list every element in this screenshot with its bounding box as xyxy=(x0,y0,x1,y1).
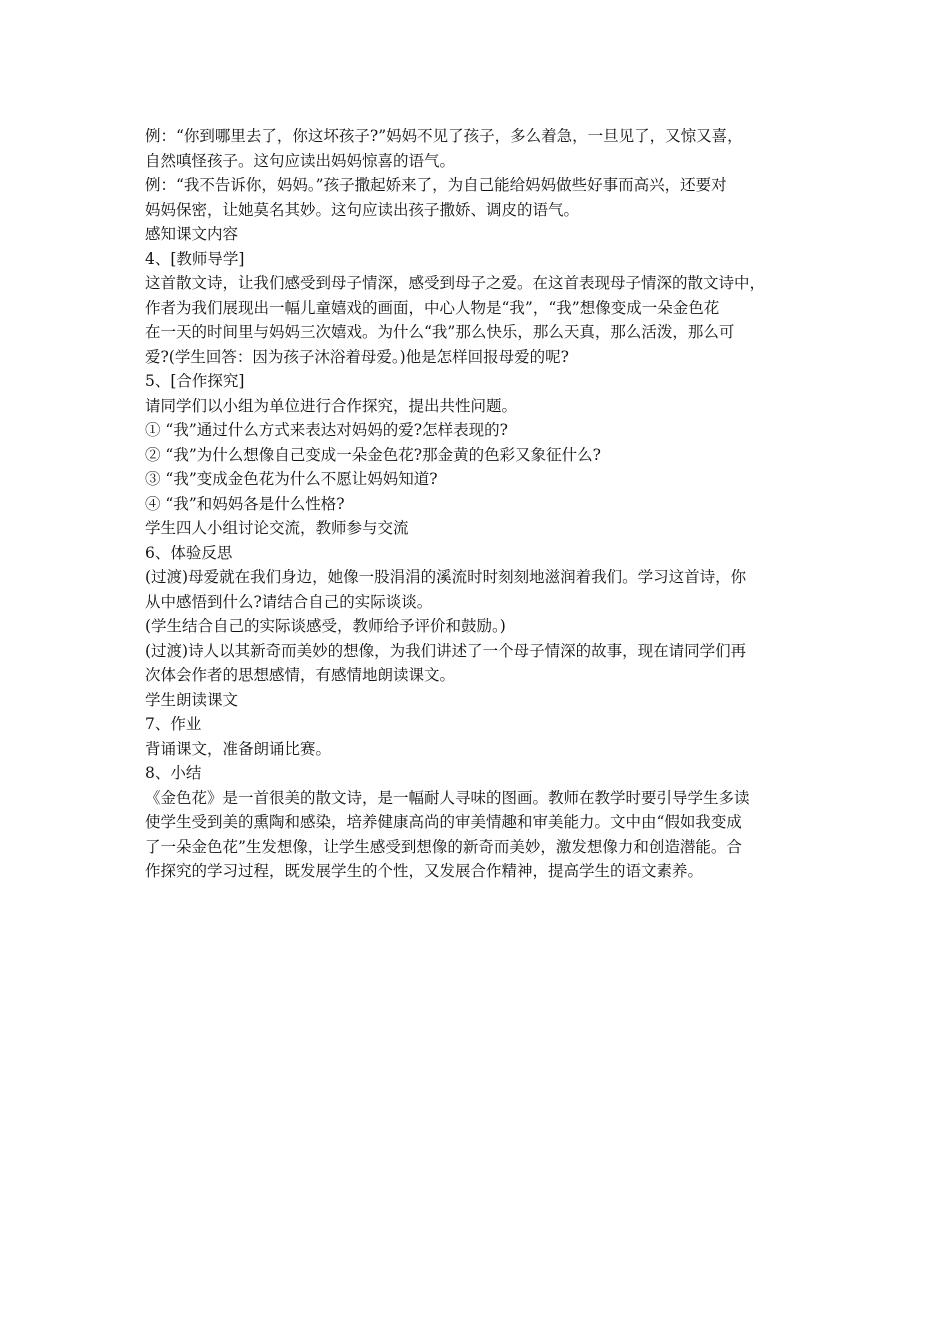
text-line: 学生四人小组讨论交流，教师参与交流 xyxy=(145,519,409,537)
text-line: 作者为我们展现出一幅儿童嬉戏的画面，中心人物是“我”，“我”想像变成一朵金色花 xyxy=(145,298,720,317)
document-body xyxy=(145,124,813,884)
text-line: 从中感悟到什么?请结合自己的实际谈谈。 xyxy=(145,592,433,611)
text-line: 作探究的学习过程，既发展学生的个性，又发展合作精神，提高学生的语文素养。 xyxy=(145,862,704,880)
text-line: (过渡)母爱就在我们身边，她像一股涓涓的溪流时时刻刻地滋润着我们。学习这首诗，你 xyxy=(145,568,747,586)
question-item: ② “我”为什么想像自己变成一朵金色花?那金黄的色彩又象征什么? xyxy=(145,445,601,464)
text-line: 请同学们以小组为单位进行合作探究，提出共性问题。 xyxy=(145,396,518,415)
text-line: 了一朵金色花”生发想像，让学生感受到想像的新奇而美妙，激发想像力和创造潜能。合 xyxy=(145,837,742,856)
text-line: 在一天的时间里与妈妈三次嬉戏。为什么“我”那么快乐，那么天真，那么活泼，那么可 xyxy=(145,323,735,341)
section-heading: 8、小结 xyxy=(145,764,202,782)
section-heading: 6、体验反思 xyxy=(145,543,233,562)
text-line: 妈妈保密，让她莫名其妙。这句应读出孩子撒娇、调皮的语气。 xyxy=(145,200,580,219)
question-item: ① “我”通过什么方式来表达对妈妈的爱?怎样表现的? xyxy=(145,421,508,439)
text-line: (过渡)诗人以其新奇而美妙的想像，为我们讲述了一个母子情深的故事，现在请同学们再 xyxy=(145,641,747,660)
text-line: (学生结合自己的实际谈感受，教师给予评价和鼓励。) xyxy=(145,617,506,635)
section-heading: 5、[合作探究] xyxy=(145,372,245,390)
question-item: ④ “我”和妈妈各是什么性格? xyxy=(145,494,345,513)
text-line: 次体会作者的思想感情，有感情地朗读课文。 xyxy=(145,666,456,684)
text-line: 例：“你到哪里去了，你这坏孩子?”妈妈不见了孩子，多么着急，一旦见了，又惊又喜， xyxy=(145,127,743,145)
text-line: 爱?(学生回答：因为孩子沐浴着母爱。)他是怎样回报母爱的呢? xyxy=(145,347,569,366)
section-heading: 4、[教师导学] xyxy=(145,249,245,268)
text-line: 例：“我不告诉你，妈妈。”孩子撒起娇来了，为自己能给妈妈做些好事而高兴，还要对 xyxy=(145,176,727,194)
question-item: ③ “我”变成金色花为什么不愿让妈妈知道? xyxy=(145,470,438,488)
text-line: 背诵课文，准备朗诵比赛。 xyxy=(145,739,332,758)
section-heading: 感知课文内容 xyxy=(145,225,239,243)
text-line: 学生朗读课文 xyxy=(145,690,239,709)
text-line: 《金色花》是一首很美的散文诗，是一幅耐人寻味的图画。教师在教学时要引导学生多读 xyxy=(145,788,750,807)
text-line: 自然嗔怪孩子。这句应读出妈妈惊喜的语气。 xyxy=(145,151,456,170)
section-heading: 7、作业 xyxy=(145,715,202,733)
text-line: 这首散文诗，让我们感受到母子情深，感受到母子之爱。在这首表现母子情深的散文诗中， xyxy=(145,274,766,292)
text-line: 使学生受到美的熏陶和感染，培养健康高尚的审美情趣和审美能力。文中由“假如我变成 xyxy=(145,813,742,831)
